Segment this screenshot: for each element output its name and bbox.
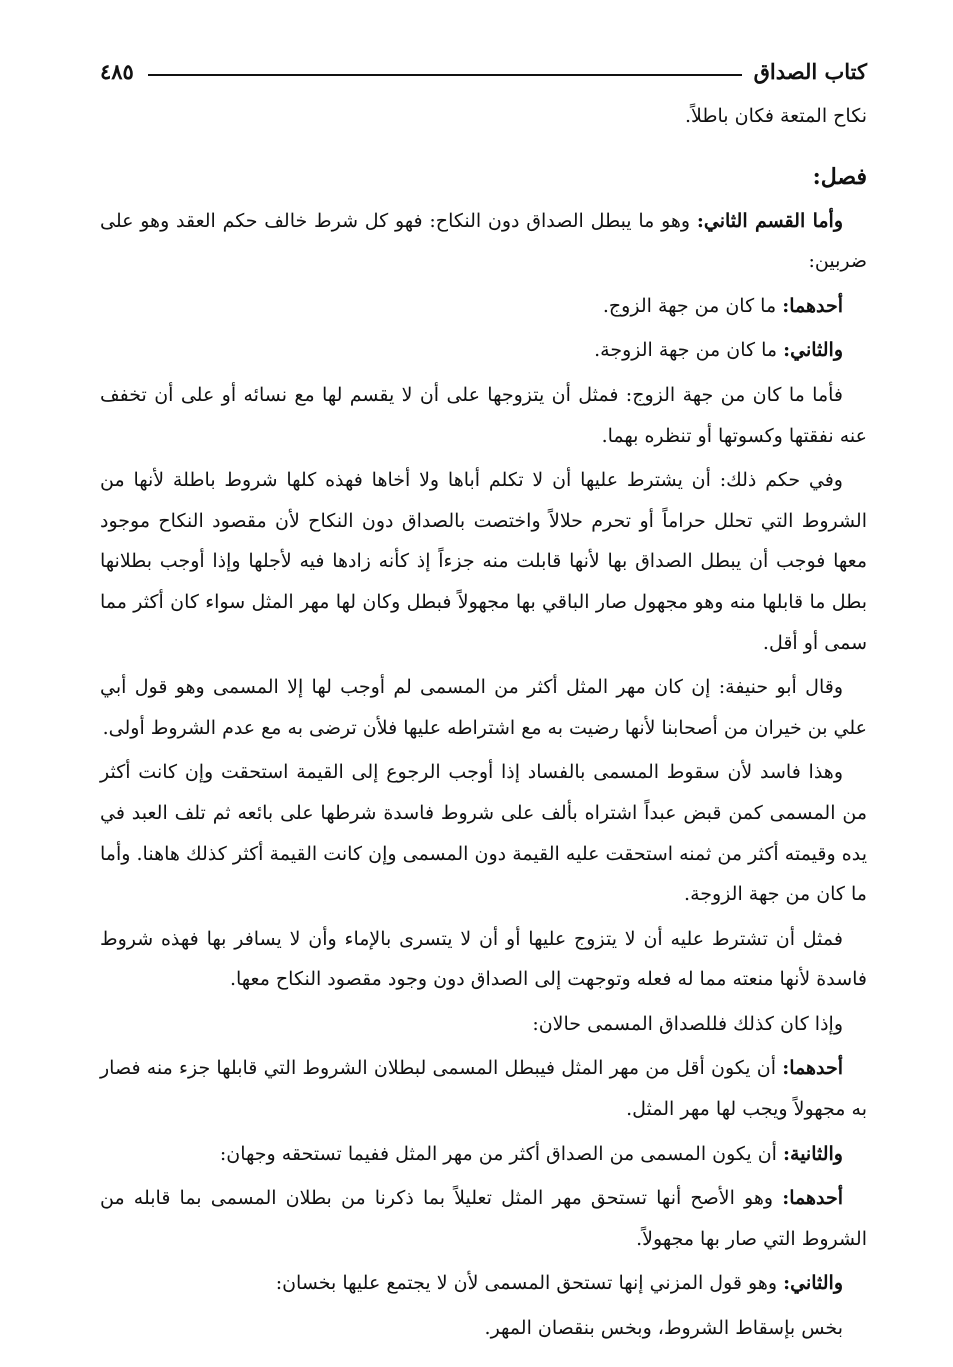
paragraph-6: وقال أبو حنيفة: إن كان مهر المثل أكثر من المسمى لم أوجب لها إلا المسمى وهو قول أبي علي بن خيران من أصحابنا لأنها رضيت به مع اشتراطه عليها فلأن ترضى به مع عدم الشروط أولى.	[100, 676, 867, 739]
header-rule	[148, 74, 742, 76]
page-header	[100, 52, 867, 90]
paragraph-2-text: ما كان من جهة الزوج.	[602, 294, 783, 317]
paragraph-3-text: ما كان من جهة الزوجة.	[594, 339, 784, 362]
paragraph-12	[100, 1178, 867, 1259]
book-title: كتاب الصداق	[753, 58, 867, 84]
section-heading: فصل:	[812, 163, 867, 190]
paragraph-1-lead: وأما القسم الثاني:	[696, 209, 843, 232]
paragraph-2	[100, 286, 867, 327]
paragraph-10-text: أن يكون أقل من مهر المثل فيبطل المسمى لبطلان الشروط التي قابلها جزء منه فصار به مجهولاً ويجب لها مهر المثل.	[100, 1057, 867, 1121]
paragraph-3-lead: والثاني:	[783, 339, 843, 362]
paragraph-7: وهذا فاسد لأن سقوط المسمى بالفساد إذا أوجب الرجوع إلى القيمة استحقت وإن كانت أكثر من المسمى كمن قبض عبداً اشتراه بألف على شروط فاسدة شرطها على بائعه ثم تلف العبد في يده وقيمته أكثر من ثمنه استحقت عليه القيمة دون المسمى وإن كانت القيمة أكثر كذلك هاهنا. وأما ما كان من جهة الزوجة.	[100, 761, 867, 906]
page-body	[100, 96, 867, 1349]
paragraph-0: نكاح المتعة فكان باطلاً.	[685, 105, 867, 127]
paragraph-13-lead: والثاني:	[783, 1272, 843, 1295]
paragraph-13-text: وهو قول المزني إنها تستحق المسمى لأن لا يجتمع عليها بخسان:	[275, 1272, 784, 1295]
paragraph-12-lead: أحدهما:	[782, 1187, 843, 1210]
paragraph-11-lead: والثانية:	[783, 1142, 843, 1165]
paragraph-2-lead: أحدهما:	[782, 294, 843, 317]
paragraph-13	[100, 1263, 867, 1304]
paragraph-5: وفي حكم ذلك: أن يشترط عليها أن لا تكلم أباها ولا أخاها فهذه كلها شروط باطلة لأنها من الشروط التي تحلل حراماً أو تحرم حلالاً واختصت بالصداق دون النكاح لأن مقصود النكاح موجود معها فوجب أن يبطل الصداق بها لأنها قابلت منه جزءاً إذ كأنه زادها فيه لأجلها وإذا أوجب بطلانها بطل ما قابلها منه وهو مجهول صار الباقي بها مجهولاً فبطل وكان لها مهر المثل سواء كان أكثر مما سمى أو أقل.	[100, 469, 867, 654]
page-number: ٤٨٥	[100, 58, 134, 84]
paragraph-1-text: وهو ما يبطل الصداق دون النكاح: فهو كل شرط خالف حكم العقد وهو على ضربين:	[100, 209, 867, 273]
paragraph-1	[100, 201, 867, 282]
paragraph-4: فأما ما كان من جهة الزوج: فمثل أن يتزوجها على أن لا يقسم لها مع نسائه أو على أن تخفف عنه نفقتها وكسوتها أو تنظره بهما.	[100, 383, 867, 447]
paragraph-8: فمثل أن تشترط عليه أن لا يتزوج عليها أو أن لا يتسرى بالإماء وأن لا يسافر بها فهذه شروط فاسدة لأنها منعته مما له فعله وتوجهت إلى الصداق دون وجود مقصود النكاح معها.	[100, 927, 867, 991]
paragraph-10-lead: أحدهما:	[782, 1057, 843, 1080]
paragraph-11-text: أن يكون المسمى من الصداق أكثر من مهر المثل ففيما تستحقه وجهان:	[219, 1142, 783, 1165]
paragraph-12-text: وهو الأصح أنها تستحق مهر المثل تعليلاً بما ذكرنا من بطلان المسمى بما قابله من الشروط التي صار بها مجهولاً.	[100, 1187, 867, 1250]
paragraph-3	[100, 330, 867, 371]
paragraph-11	[100, 1134, 867, 1175]
paragraph-14: بخس بإسقاط الشروط، وبخس بنقصان المهر.	[484, 1317, 843, 1340]
paragraph-10	[100, 1048, 867, 1129]
paragraph-9: وإذا كان كذلك فللصداق المسمى حالان:	[532, 1012, 843, 1035]
